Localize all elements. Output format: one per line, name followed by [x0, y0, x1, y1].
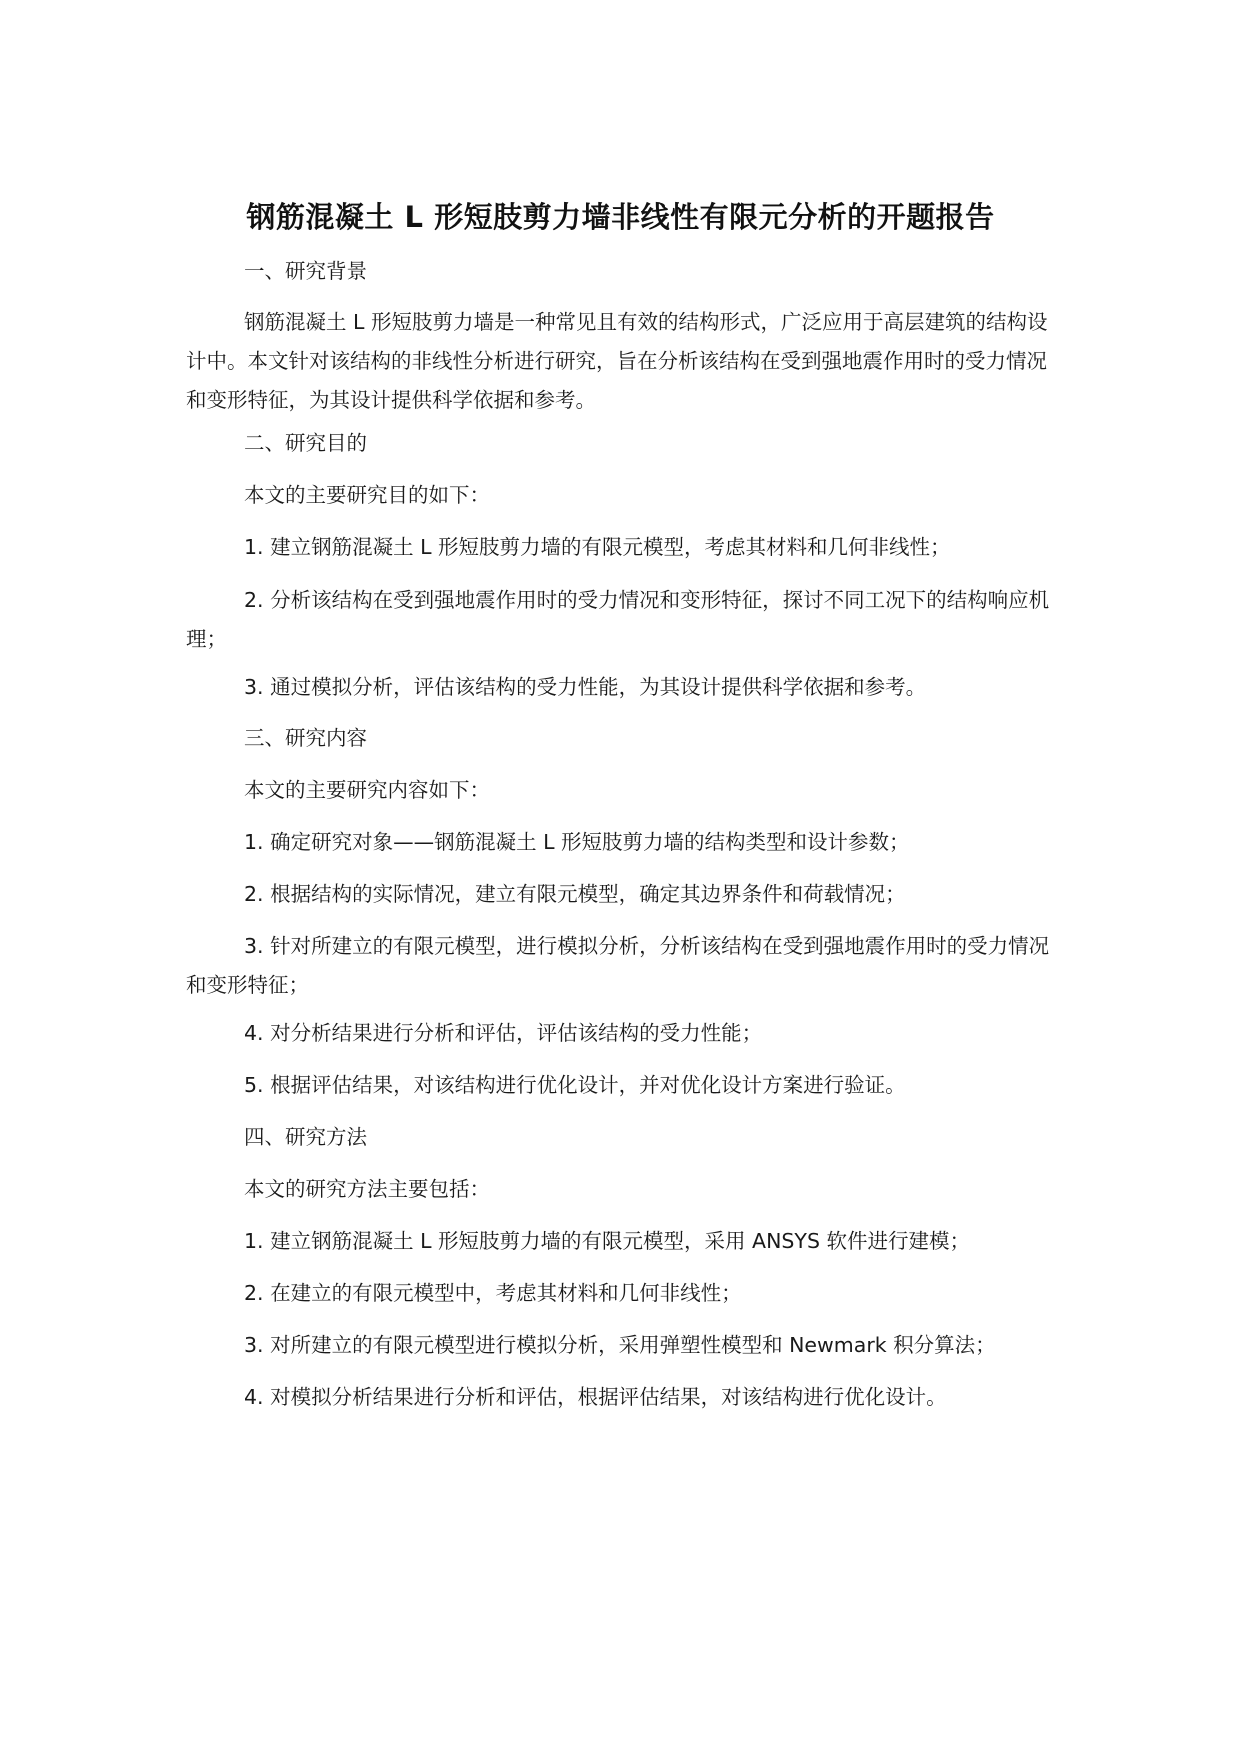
list-item: 1. 建立钢筋混凝土 L 形短肢剪力墙的有限元模型，考虑其材料和几何非线性；: [244, 535, 951, 559]
section-content-intro: [186, 771, 1066, 810]
section-background-body: [186, 303, 1066, 420]
section-methods-item-3: [186, 1326, 1066, 1365]
section-content-item-3: [186, 927, 1066, 1005]
section-heading-objectives: [186, 424, 1066, 463]
section-heading: 二、研究目的: [244, 431, 367, 455]
section-objectives-item-3: [186, 668, 1066, 707]
section-methods-item-2: [186, 1274, 1066, 1313]
section-heading: 四、研究方法: [244, 1125, 367, 1149]
section-heading-background: [186, 252, 1066, 291]
list-item: 5. 根据评估结果，对该结构进行优化设计，并对优化设计方案进行验证。: [244, 1073, 906, 1097]
section-content-item-5: [186, 1066, 1066, 1105]
section-objectives-intro: [186, 476, 1066, 515]
paragraph: 本文的主要研究内容如下：: [244, 778, 490, 802]
section-heading: 三、研究内容: [244, 726, 367, 750]
section-heading: 一、研究背景: [244, 259, 367, 283]
list-item: 2. 根据结构的实际情况，建立有限元模型，确定其边界条件和荷载情况；: [244, 882, 906, 906]
section-content-item-2: [186, 875, 1066, 914]
list-item: 1. 确定研究对象——钢筋混凝土 L 形短肢剪力墙的结构类型和设计参数；: [244, 830, 910, 854]
list-item: 2. 分析该结构在受到强地震作用时的受力情况和变形特征，探讨不同工况下的结构响应机理；: [186, 588, 1050, 651]
list-item: 4. 对模拟分析结果进行分析和评估，根据评估结果，对该结构进行优化设计。: [244, 1385, 947, 1409]
list-item: 3. 通过模拟分析，评估该结构的受力性能，为其设计提供科学依据和参考。: [244, 675, 927, 699]
section-objectives-item-1: [186, 528, 1066, 567]
list-item: 3. 针对所建立的有限元模型，进行模拟分析，分析该结构在受到强地震作用时的受力情况和变形特征；: [186, 934, 1050, 997]
section-content-item-4: [186, 1014, 1066, 1053]
section-methods-item-4: [186, 1378, 1066, 1417]
document-title: 钢筋混凝土 L 形短肢剪力墙非线性有限元分析的开题报告: [246, 200, 995, 235]
paragraph: 本文的研究方法主要包括：: [244, 1177, 490, 1201]
list-item: 3. 对所建立的有限元模型进行模拟分析，采用弹塑性模型和 Newmark 积分算法；: [244, 1333, 996, 1357]
list-item: 4. 对分析结果进行分析和评估，评估该结构的受力性能；: [244, 1021, 763, 1045]
section-heading-methods: [186, 1118, 1066, 1157]
section-methods-intro: [186, 1170, 1066, 1209]
section-heading-content: [186, 719, 1066, 758]
paragraph: 本文的主要研究目的如下：: [244, 483, 490, 507]
paragraph: 钢筋混凝土 L 形短肢剪力墙是一种常见且有效的结构形式，广泛应用于高层建筑的结构设计中。本文针对该结构的非线性分析进行研究，旨在分析该结构在受到强地震作用时的受力情况和变形特征，为其设计提供科学依据和参考。: [186, 310, 1048, 412]
list-item: 2. 在建立的有限元模型中，考虑其材料和几何非线性；: [244, 1281, 742, 1305]
section-methods-item-1: [186, 1222, 1066, 1261]
section-objectives-item-2: [186, 581, 1066, 659]
section-content-item-1: [186, 823, 1066, 862]
list-item: 1. 建立钢筋混凝土 L 形短肢剪力墙的有限元模型，采用 ANSYS 软件进行建模；: [244, 1229, 970, 1253]
